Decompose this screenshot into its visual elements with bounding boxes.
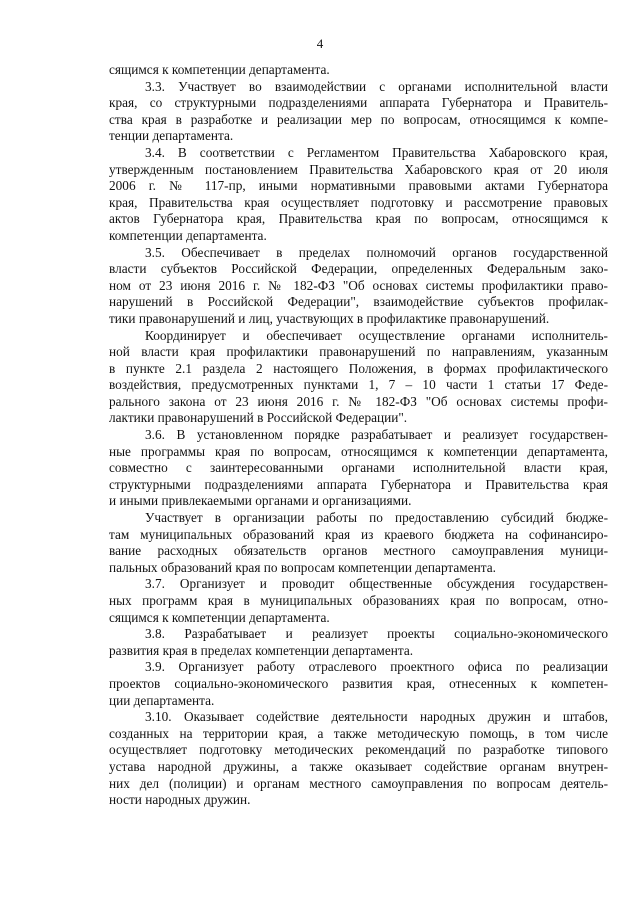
- text-line: 3.10. Оказывает содействие деятельности народных дружин и штабов,: [145, 709, 608, 725]
- text-line: структурными подразделениями аппарата Губернатора и Правительства края: [109, 476, 608, 492]
- text-line: сящимся к компетенции департамента.: [109, 62, 330, 77]
- text-line: пальных образований края по вопросам компетенции департамента.: [109, 559, 496, 575]
- paragraph-3-5-b: [109, 328, 608, 428]
- text-line: тенции департамента.: [109, 128, 234, 144]
- text-line: лактики правонарушений в Российской Федерации".: [109, 410, 408, 426]
- paragraph-3-5: [109, 245, 608, 328]
- paragraph-3-3: [109, 79, 608, 145]
- text-line: 3.3. Участвует во взаимодействии с органами исполнительной власти: [145, 78, 608, 94]
- text-line: сящимся к компетенции департамента.: [109, 609, 330, 625]
- text-line: компетенции департамента.: [109, 227, 267, 243]
- text-line: 3.8. Разрабатывает и реализует проекты социально-экономического: [145, 626, 608, 642]
- text-line: 3.7. Организует и проводит общественные обсуждения государствен-: [145, 576, 608, 592]
- text-line: нарушений в Российской Федерации", взаимодействие субъектов профилак-: [109, 294, 608, 310]
- text-line: ные программы края по вопросам, относящимся к компетенции департамента,: [109, 443, 608, 459]
- text-line: ции департамента.: [109, 692, 215, 708]
- text-line: в пункте 2.1 раздела 2 настоящего Положения, в формах профилактического: [109, 360, 608, 376]
- text-line: 3.6. В установленном порядке разрабатывает и реализует государствен-: [145, 427, 608, 443]
- text-line: ства края в разработке и реализации мер по вопросам, относящимся к компе-: [109, 111, 608, 127]
- text-line: осуществляет подготовку методических рекомендаций по разработке типового: [109, 742, 608, 758]
- text-line: тики правонарушений и лиц, участвующих в профилактике правонарушений.: [109, 310, 550, 326]
- text-line: власти субъектов Российской Федерации, определенных Федеральным зако-: [109, 261, 608, 277]
- paragraph-3-8: [109, 626, 608, 659]
- paragraph-3-4: [109, 145, 608, 245]
- text-line: края, со структурными подразделениями аппарата Губернатора и Правитель-: [109, 95, 608, 111]
- paragraph-continuation: [109, 62, 608, 79]
- text-line: там муниципальных образований края из краевого бюджета на софинансиро-: [109, 526, 608, 542]
- text-line: актов Губернатора края, Правительства края по вопросам, относящимся к: [109, 211, 608, 227]
- document-body: [109, 62, 608, 809]
- paragraph-3-9: [109, 659, 608, 709]
- text-line: 3.4. В соответствии с Регламентом Правительства Хабаровского края,: [145, 144, 608, 160]
- text-line: вание расходных обязательств органов местного самоуправления муници-: [109, 543, 608, 559]
- text-line: устава народной дружины, а также оказывает содействие органам внутрен-: [109, 758, 608, 774]
- paragraph-3-10: [109, 709, 608, 809]
- text-line: них дел (полиции) и органам местного самоуправления по вопросам деятель-: [109, 775, 608, 791]
- text-line: воздействия, предусмотренных пунктами 1, 7 – 10 части 1 статьи 17 Феде-: [109, 377, 608, 393]
- paragraph-3-6-b: [109, 510, 608, 576]
- text-line: Координирует и обеспечивает осуществление органами исполнитель-: [145, 327, 608, 343]
- paragraph-3-6: [109, 427, 608, 510]
- text-line: 3.5. Обеспечивает в пределах полномочий органов государственной: [145, 244, 608, 260]
- text-line: развития края в пределах компетенции департамента.: [109, 642, 414, 658]
- text-line: и иными привлекаемыми органами и организациями.: [109, 493, 412, 509]
- text-line: 3.9. Организует работу отраслевого проектного офиса по реализации: [145, 659, 608, 675]
- text-line: 2006 г. № 117-пр, иными нормативными правовыми актами Губернатора: [109, 178, 608, 194]
- text-line: ной власти края профилактики правонарушений по направлениям, указанным: [109, 344, 608, 360]
- paragraph-3-7: [109, 576, 608, 626]
- text-line: рального закона от 23 июня 2016 г. № 182-ФЗ "Об основах системы профи-: [109, 393, 608, 409]
- text-line: совместно с заинтересованными органами исполнительной власти края,: [109, 460, 608, 476]
- text-line: ности народных дружин.: [109, 792, 251, 808]
- text-line: проектов социально-экономического развития края, отнесенных к компетен-: [109, 675, 608, 691]
- text-line: утвержденным постановлением Правительства Хабаровского края от 20 июля: [109, 161, 608, 177]
- text-line: Участвует в организации работы по предоставлению субсидий бюдже-: [145, 510, 608, 526]
- text-line: края, Правительства края осуществляет подготовку и рассмотрение правовых: [109, 194, 608, 210]
- page-number: 4: [316, 36, 324, 51]
- text-line: созданных на территории края, а также методическую помощь, в том числе: [109, 725, 608, 741]
- text-line: ном от 23 июня 2016 г. № 182-ФЗ "Об основах системы профилактики право-: [109, 277, 608, 293]
- text-line: ных программ края в муниципальных образованиях края по вопросам, отно-: [109, 593, 608, 608]
